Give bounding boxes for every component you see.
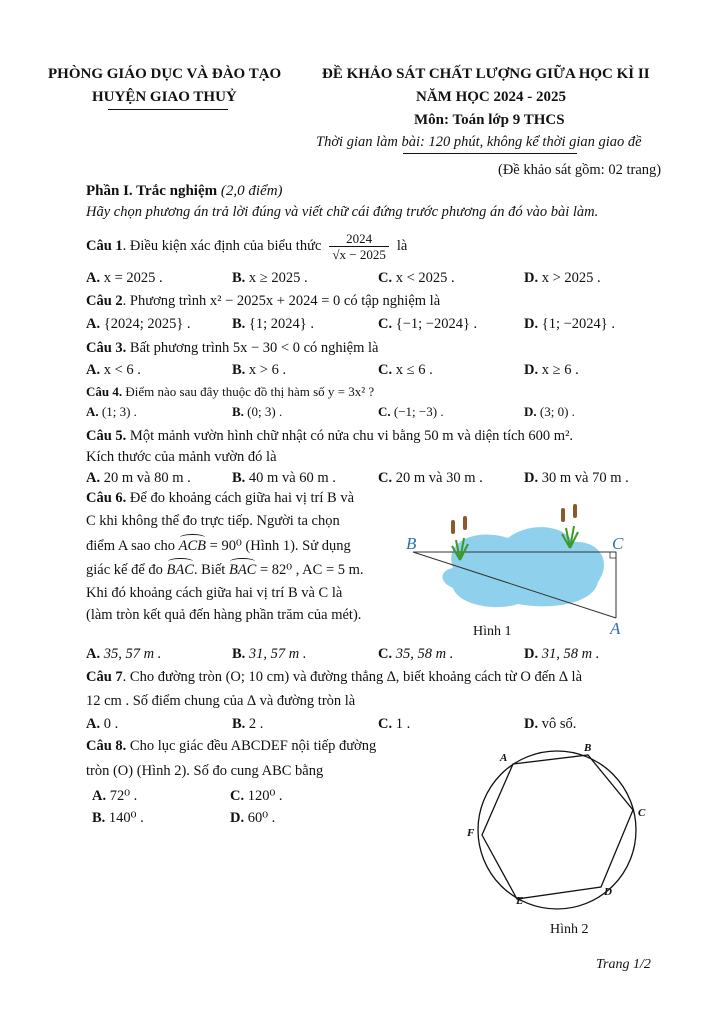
q3-option-a[interactable] (86, 362, 141, 379)
option-text: x ≥ 6 . (541, 362, 579, 378)
question-7 (86, 669, 582, 686)
q4-text: Điểm nào sau đây thuộc đồ thị hàm số y = 3x² ? (122, 384, 375, 399)
q3-text: Bất phương trình 5x − 30 < 0 có nghiệm là (126, 340, 379, 356)
vertex-b-label: B (584, 742, 592, 754)
q1-label: Câu 1 (86, 237, 123, 254)
option-text: (3; 0) . (539, 404, 575, 419)
option-text: 30 m và 70 m . (541, 470, 629, 486)
option-text: 120⁰ . (247, 788, 283, 804)
header-underline (108, 109, 228, 110)
option-letter: D. (524, 470, 539, 486)
option-text: x ≥ 2025 . (248, 270, 308, 286)
q1-option-a[interactable] (86, 270, 163, 287)
q6-line2: C khi không thể đo trực tiếp. Người ta chọn (86, 513, 340, 529)
vertex-f-label: F (467, 827, 475, 839)
option-text: x < 6 . (103, 362, 141, 378)
q6-line4b: . Biết (193, 562, 226, 578)
hexagon-abcdef (482, 755, 633, 899)
q6-line4 (86, 562, 364, 579)
q6-label: Câu 6. (86, 490, 127, 506)
q7-option-b[interactable] (232, 716, 263, 733)
q7-option-d[interactable] (524, 716, 576, 733)
q6-option-b[interactable] (232, 646, 307, 663)
option-text: {1; 2024} . (248, 316, 314, 332)
option-letter: B. (232, 362, 246, 378)
option-text: x ≤ 6 . (395, 362, 433, 378)
option-letter: C. (378, 716, 393, 732)
section-heading (86, 183, 283, 200)
school-year: NĂM HỌC 2024 - 2025 (416, 89, 566, 105)
q6-line3a: điểm A sao cho (86, 538, 176, 554)
option-letter: A. (86, 470, 101, 486)
q3-label: Câu 3. (86, 340, 127, 356)
q6-line3b: = 90⁰ (Hình 1). Sử dụng (209, 538, 351, 554)
q1-frac-den: √x − 2025 (332, 246, 386, 262)
option-letter: B. (232, 316, 246, 332)
circle-o (478, 751, 636, 909)
option-letter: C. (230, 788, 245, 804)
option-letter: A. (86, 404, 99, 419)
option-letter: D. (230, 810, 245, 826)
option-text: {−1; −2024} . (395, 316, 478, 332)
vertex-d-label: D (604, 886, 612, 898)
q7-label: Câu 7 (86, 669, 123, 685)
q7-option-c[interactable] (378, 716, 410, 733)
option-letter: B. (232, 270, 246, 286)
option-text: {1; −2024} . (541, 316, 615, 332)
pages-note: (Đề khảo sát gồm: 02 trang) (498, 162, 662, 178)
figure-2 (460, 740, 660, 920)
q1-frac-num: 2024 (329, 231, 388, 247)
option-text: (−1; −3) . (393, 404, 444, 419)
time-underline (403, 153, 577, 154)
q1-text-after: là (396, 237, 408, 254)
option-text: x > 2025 . (541, 270, 601, 286)
option-letter: A. (86, 316, 101, 332)
option-letter: C. (378, 270, 393, 286)
time-note: Thời gian làm bài: 120 phút, không kể thời gian giao đề (316, 134, 642, 150)
q4-label: Câu 4. (86, 384, 123, 399)
q1-radicand: x − 2025 (339, 246, 386, 262)
q2-option-d[interactable] (524, 316, 615, 333)
option-letter: D. (524, 404, 537, 419)
angle-bac-2: BAC (228, 562, 257, 578)
q3-option-d[interactable] (524, 362, 579, 379)
option-letter: B. (92, 810, 106, 826)
option-text: 35, 58 m . (395, 646, 454, 662)
q5-text-2: Kích thước của mảnh vườn đó là (86, 449, 277, 465)
option-text: 140⁰ . (108, 810, 144, 826)
option-text: 35, 57 m . (103, 646, 162, 662)
angle-acb: ACB (178, 538, 207, 554)
q8-option-c[interactable] (230, 788, 283, 805)
option-letter: B. (232, 716, 246, 732)
option-letter: C. (378, 470, 393, 486)
q1-option-d[interactable] (524, 270, 601, 287)
q4-option-d[interactable] (524, 404, 575, 420)
section-points: (2,0 điểm) (220, 183, 283, 199)
option-letter: D. (524, 646, 539, 662)
q6-line4c: = 82⁰ , AC = 5 m. (259, 562, 364, 578)
option-text: 1 . (395, 716, 411, 732)
option-letter: A. (86, 646, 101, 662)
q5-option-a[interactable] (86, 470, 191, 487)
option-letter: D. (524, 270, 539, 286)
q6-line4a: giác kế để đo (86, 562, 163, 578)
q7-text: . Cho đường tròn (O; 10 cm) và đường thẳng ∆, biết khoảng cách từ O đến ∆ là (122, 669, 583, 685)
q1-text: . Điều kiện xác định của biểu thức (122, 237, 322, 254)
option-text: 60⁰ . (247, 810, 276, 826)
q2-option-a[interactable] (86, 316, 191, 333)
q3-option-b[interactable] (232, 362, 286, 379)
option-text: 2 . (248, 716, 264, 732)
option-text: 72⁰ . (109, 788, 138, 804)
q6-option-c[interactable] (378, 646, 453, 663)
vertex-e-label: E (516, 895, 524, 907)
q8-option-a[interactable] (92, 788, 137, 805)
option-letter: B. (232, 646, 246, 662)
q6-option-d[interactable] (524, 646, 599, 663)
point-b-label: B (406, 534, 417, 553)
option-letter: A. (86, 362, 101, 378)
option-letter: A. (86, 716, 101, 732)
figure-2-caption: Hình 2 (550, 922, 589, 937)
q5-label: Câu 5. (86, 428, 127, 444)
option-text: 0 . (103, 716, 119, 732)
q4-option-b[interactable] (232, 404, 282, 420)
q8-option-b[interactable] (92, 810, 144, 827)
q7-text-2: 12 cm . Số điểm chung của ∆ và đường tròn là (86, 693, 356, 709)
question-6-line1 (86, 490, 354, 507)
option-letter: C. (378, 316, 393, 332)
option-text: vô số. (541, 716, 577, 732)
point-c-label: C (612, 534, 624, 553)
q8-line2: tròn (O) (Hình 2). Số đo cung ABC bằng (86, 763, 324, 779)
option-text: 20 m và 30 m . (395, 470, 483, 486)
exam-title: ĐỀ KHẢO SÁT CHẤT LƯỢNG GIỮA HỌC KÌ II (322, 66, 650, 82)
q4-option-c[interactable] (378, 404, 444, 420)
question-2 (86, 293, 440, 310)
option-letter: D. (524, 716, 539, 732)
q5-text: Một mảnh vườn hình chữ nhật có nửa chu vi bằng 50 m và diện tích 600 m². (126, 428, 574, 444)
section-title: Phần I. Trắc nghiệm (86, 183, 218, 199)
q1-fraction (329, 231, 388, 262)
question-8 (86, 738, 376, 755)
option-letter: B. (232, 470, 246, 486)
vertex-c-label: C (638, 807, 646, 819)
q8-label: Câu 8. (86, 738, 127, 754)
option-text: 31, 58 m . (541, 646, 600, 662)
option-text: x < 2025 . (395, 270, 455, 286)
q4-option-a[interactable] (86, 404, 137, 420)
q5-option-c[interactable] (378, 470, 483, 487)
q6-line1: Để đo khoảng cách giữa hai vị trí B và (126, 490, 355, 506)
q7-option-a[interactable] (86, 716, 118, 733)
district-name: HUYỆN GIAO THUỶ (92, 89, 237, 105)
option-letter: D. (524, 362, 539, 378)
q3-option-c[interactable] (378, 362, 433, 379)
option-letter: C. (378, 404, 391, 419)
option-letter: C. (378, 646, 393, 662)
option-letter: B. (232, 404, 244, 419)
q5-option-b[interactable] (232, 470, 336, 487)
q6-line3 (86, 538, 351, 555)
option-letter: A. (86, 270, 101, 286)
question-1 (86, 226, 407, 266)
option-letter: D. (524, 316, 539, 332)
figure-1-caption: Hình 1 (473, 624, 512, 639)
q6-line6: (làm tròn kết quả đến hàng phần trăm của mét). (86, 607, 362, 623)
dept-name: PHÒNG GIÁO DỤC VÀ ĐÀO TẠO (48, 66, 282, 82)
option-text: 20 m và 80 m . (103, 470, 191, 486)
option-text: (1; 3) . (101, 404, 137, 419)
option-text: x > 6 . (248, 362, 287, 378)
question-4 (86, 384, 374, 400)
vertex-a-label: A (500, 752, 508, 764)
option-text: (0; 3) . (247, 404, 283, 419)
subject: Môn: Toán lớp 9 THCS (414, 112, 565, 128)
q8-option-d[interactable] (230, 810, 275, 827)
option-letter: A. (92, 788, 107, 804)
option-text: 40 m và 60 m . (248, 470, 336, 486)
section-instruction: Hãy chọn phương án trả lời đúng và viết chữ cái đứng trước phương án đó vào bài làm. (86, 204, 599, 220)
question-5 (86, 428, 573, 445)
pond (442, 527, 603, 607)
question-3 (86, 340, 378, 357)
option-text: x = 2025 . (103, 270, 163, 286)
q2-option-c[interactable] (378, 316, 477, 333)
q2-option-b[interactable] (232, 316, 314, 333)
q6-line5: Khi đó khoảng cách giữa hai vị trí B và C là (86, 585, 343, 601)
figure-1 (398, 500, 638, 640)
q8-line1: Cho lục giác đều ABCDEF nội tiếp đường (126, 738, 377, 754)
q6-option-a[interactable] (86, 646, 161, 663)
q1-option-c[interactable] (378, 270, 455, 287)
point-a-label: A (610, 619, 621, 638)
option-letter: C. (378, 362, 393, 378)
q1-option-b[interactable] (232, 270, 308, 287)
option-text: 31, 57 m . (248, 646, 307, 662)
q2-label: Câu 2 (86, 293, 123, 309)
q5-option-d[interactable] (524, 470, 629, 487)
page-number: Trang 1/2 (596, 957, 651, 972)
q2-text: . Phương trình x² − 2025x + 2024 = 0 có tập nghiệm là (122, 293, 441, 309)
option-text: {2024; 2025} . (103, 316, 191, 332)
angle-bac: BAC (166, 562, 194, 578)
